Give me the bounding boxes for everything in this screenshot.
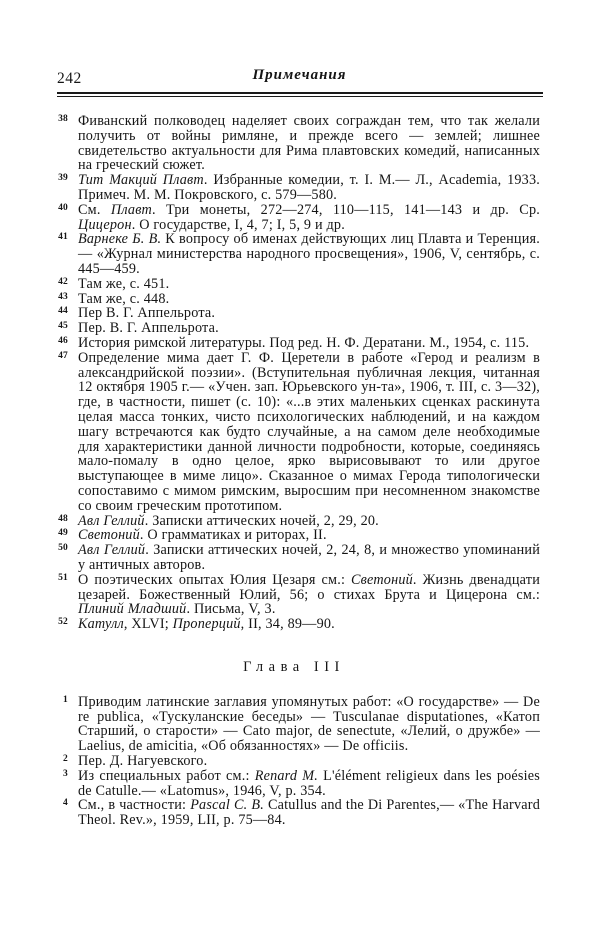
page-number: 242 xyxy=(57,70,82,87)
footnote-number: 40 xyxy=(58,202,68,213)
footnote-number: 47 xyxy=(58,350,68,361)
footnote-number: 1 xyxy=(63,694,68,705)
footnote-number: 43 xyxy=(58,291,68,302)
footnote-number: 4 xyxy=(63,798,68,809)
header-rule xyxy=(57,92,543,97)
footnote-number: 2 xyxy=(63,754,68,765)
footnote-text: Тит Макций Плавт. Избранные комедии, т. I. М.— Л., Academia, 1933. Примеч. М. М. Покровского, с. 579—580. xyxy=(78,172,541,203)
footnote-item xyxy=(48,528,540,543)
footnote-item xyxy=(48,769,540,799)
footnote-text: См. Плавт. Три монеты, 272—274, 110—115, 141—143 и др. Ср. Цицерон. О государстве, I, 4, 7; I, 5, 9 и др. xyxy=(78,201,540,233)
footnote-item xyxy=(48,114,540,173)
footnote-text: Пер. В. Г. Аппельрота. xyxy=(78,320,219,337)
footnote-text: Пер. Д. Нагуевского. xyxy=(78,753,208,770)
footnote-text: Авл Геллий. Записки аттических ночей, 2, 24, 8, и множество упоминаний у античных авторов. xyxy=(78,542,540,573)
footnote-number: 41 xyxy=(58,232,68,243)
footnote-item xyxy=(48,173,540,203)
footnote-text: Варнеке Б. В. К вопросу об именах действующих лиц Плавта и Теренция.— «Журнал министерства народного просвещения», 1906, V, сентябрь, с. 445—459. xyxy=(78,231,540,277)
footnote-item xyxy=(48,336,540,351)
footnote-item xyxy=(48,203,540,233)
chapter-heading: Глава III xyxy=(243,658,345,675)
footnote-text: История римской литературы. Под ред. Н. Ф. Дератани. М., 1954, с. 115. xyxy=(78,334,530,351)
footnote-item xyxy=(48,798,540,828)
footnote-number: 45 xyxy=(58,321,68,332)
footnote-number: 39 xyxy=(58,173,68,184)
footnote-number: 49 xyxy=(58,528,68,539)
footnote-item xyxy=(48,306,540,321)
footnote-item xyxy=(48,277,540,292)
footnote-number: 52 xyxy=(58,617,68,628)
running-title: Примечания xyxy=(252,67,347,83)
footnote-item xyxy=(48,695,540,754)
page-header xyxy=(57,67,542,88)
footnote-text: Там же, с. 448. xyxy=(78,290,170,307)
footnote-text: Определение мима дает Г. Ф. Церетели в работе «Герод и реализм в александрийской поэзии». (Вступительная публичная лекция, читанная 12 октября 1905 г.— «Учен. зап. Юрьевского ун-та», 1906, т. III, с. 3—32), где, в частности, пишет (с. 10): «...в этих маленьких сценках раскинута целая масса тонких, чисто психологических наблюдений, и на каждом шагу встречаются как будто случайные, а на самом деле необходимые для характеристики данной личности подробности, которые, соединяясь мало-помалу в одно целое, ярко вырисовывают то или другое выступающее в миме лицо». Сказанное о мимах Герода типологически сопоставимо с мимом римским, выросшим при несомненном знакомстве со своим греческим прототипом. xyxy=(78,349,540,514)
footnote-text: Светоний. О грамматиках и риторах, II. xyxy=(78,527,327,544)
footnote-item xyxy=(48,573,540,617)
footnote-number: 38 xyxy=(58,114,68,124)
footnote-number: 44 xyxy=(58,306,68,317)
footnotes-list-chapter2 xyxy=(48,114,540,632)
footnote-number: 48 xyxy=(58,513,68,524)
footnote-text: Приводим латинские заглавия упомянутых работ: «О государстве» — De re publica, «Тускуланские беседы» — Tusculanae disputationes, «Катоп Старший, о старости» — Cato major, de senectute, «Лелий, о дружбе» — Laelius, de amicitia, «Об обязанностях» — De officiis. xyxy=(78,693,540,755)
footnote-number: 50 xyxy=(58,543,68,554)
footnote-text: Фиванский полководец наделяет своих сограждан тем, что так желали получить от войны римляне, и прежде всего — землей; лишнее свидетельство актуальности для Рима плавтовских комедий, написанных на греческий сюжет. xyxy=(78,113,540,174)
footnote-text: Там же, с. 451. xyxy=(78,275,170,292)
footnote-number: 42 xyxy=(58,276,68,287)
footnote-item xyxy=(48,321,540,336)
footnote-item xyxy=(48,543,540,573)
footnote-text: Из специальных работ см.: Renard M. L'élément religieux dans les poésies de Catulle.— «Latomus», 1946, V, p. 354. xyxy=(78,767,541,799)
footnote-item xyxy=(48,754,540,769)
footnote-text: О поэтических опытах Юлия Цезаря см.: Светоний. Жизнь двенадцати цезарей. Божественный Юлий, 56; о стихах Брута и Цицерона см.: Плиний Младший. Письма, V, 3. xyxy=(78,571,540,618)
footnote-item xyxy=(48,514,540,529)
footnote-number: 51 xyxy=(58,572,68,583)
footnote-item xyxy=(48,617,540,632)
footnote-item xyxy=(48,232,540,276)
footnote-number: 3 xyxy=(63,768,68,779)
footnote-text: Авл Геллий. Записки аттических ночей, 2, 29, 20. xyxy=(78,512,379,529)
footnote-item xyxy=(48,351,540,514)
footnote-number: 46 xyxy=(58,335,68,346)
footnote-text: См., в частности: Pascal C. B. Catullus and the Di Parentes,— «The Harvard Theol. Rev.», 1959, LII, p. 75—84. xyxy=(78,797,540,829)
footnote-text: Катулл, XLVI; Проперций, II, 34, 89—90. xyxy=(78,616,335,633)
footnote-item xyxy=(48,292,540,307)
footnotes-list-chapter3 xyxy=(48,695,540,828)
footnote-text: Пер В. Г. Аппельрота. xyxy=(78,305,216,322)
